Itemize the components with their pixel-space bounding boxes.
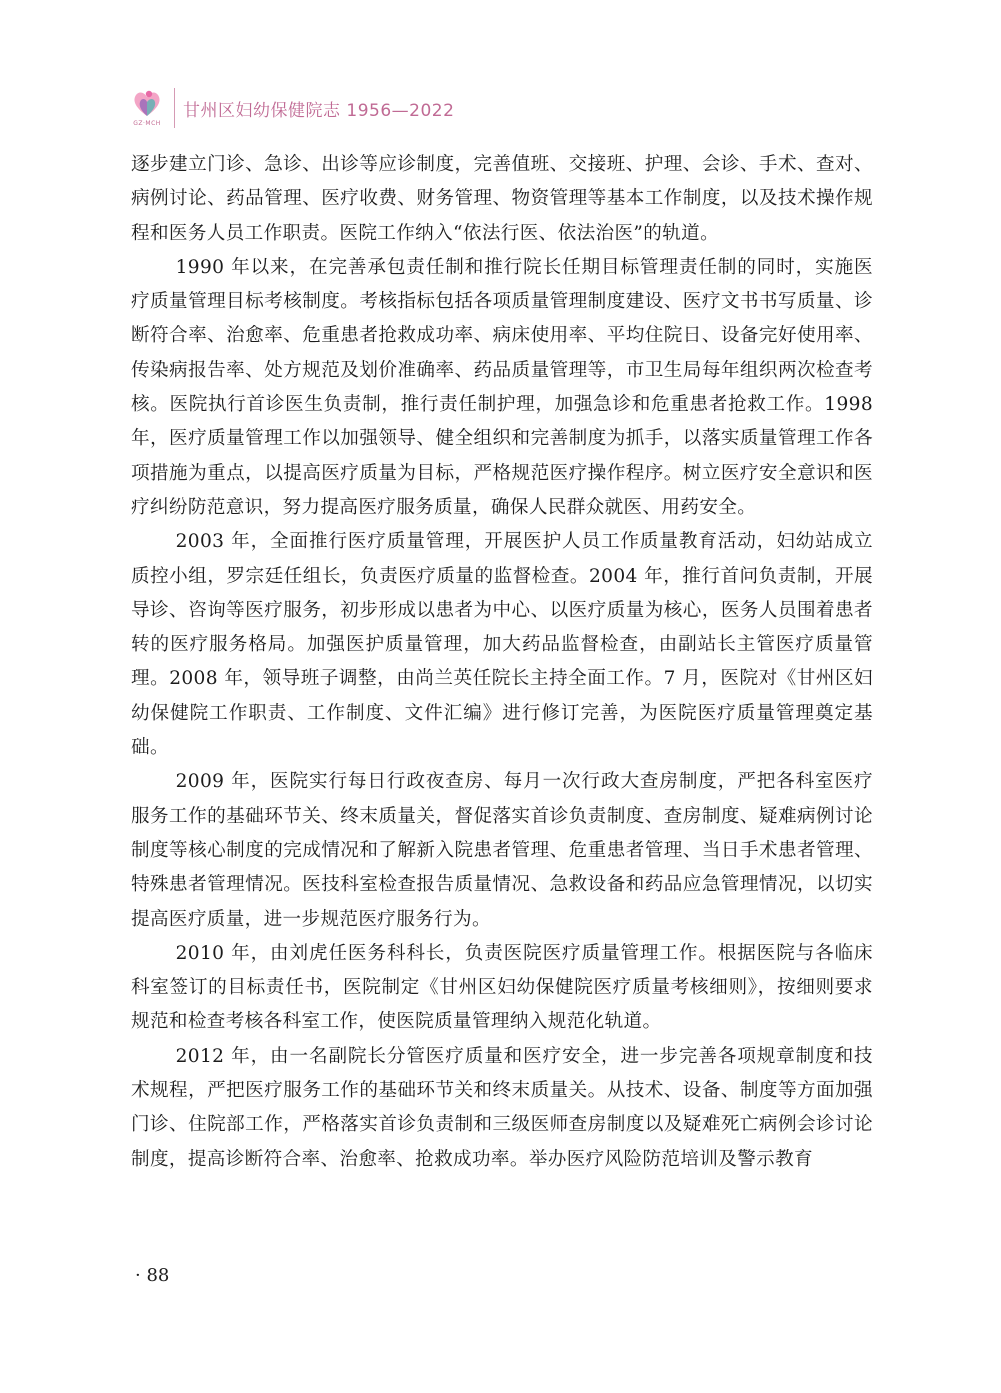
running-header [130,86,454,130]
paragraph-6: 2012 年，由一名副院长分管医疗质量和医疗安全，进一步完善各项规章制度和技术规程，严把医疗服务工作的基础环节关和终末质量关。从技术、设备、制度等方面加强门诊、住院部工作，严格落实首诊负责制和三级医师查房制度以及疑难死亡病例会诊讨论制度，提高诊断符合率、治愈率、抢救成功率。举办医疗风险防范培训及警示教育 [131,1045,873,1170]
page-number: · 88 [135,1265,170,1286]
paragraph-1: 逐步建立门诊、急诊、出诊等应诊制度，完善值班、交接班、护理、会诊、手术、查对、病例讨论、药品管理、医疗收费、财务管理、物资管理等基本工作制度，以及技术操作规程和医务人员工作职责。医院工作纳入“依法行医、依法治医”的轨道。 [131,154,873,244]
paragraph-5: 2010 年，由刘虎任医务科科长，负责医院医疗质量管理工作。根据医院与各临床科室签订的目标责任书，医院制定《甘州区妇幼保健院医疗质量考核细则》，按细则要求规范和检查考核各科室工作，使医院质量管理纳入规范化轨道。 [131,942,873,1033]
hospital-logo-icon [130,86,164,130]
header-divider [174,88,175,128]
logo-caption: GZ·MCH [133,120,161,127]
paragraph-2: 1990 年以来，在完善承包责任制和推行院长任期目标管理责任制的同时，实施医疗质量管理目标考核制度。考核指标包括各项质量管理制度建设、医疗文书书写质量、诊断符合率、治愈率、危重患者抢救成功率、病床使用率、平均住院日、设备完好使用率、传染病报告率、处方规范及划价准确率、药品质量管理等，市卫生局每年组织两次检查考核。医院执行首诊医生负责制，推行责任制护理，加强急诊和危重患者抢救工作。1998 年，医疗质量管理工作以加强领导、健全组织和完善制度为抓手，以落实质量管理工作各项措施为重点，以提高医疗质量为目标，严格规范医疗操作程序。树立医疗安全意识和医疗纠纷防范意识，努力提高医疗服务质量，确保人民群众就医、用药安全。 [131,256,873,518]
paragraph-3: 2003 年，全面推行医疗质量管理，开展医护人员工作质量教育活动，妇幼站成立质控小组，罗宗廷任组长，负责医疗质量的监督检查。2004 年，推行首问负责制，开展导诊、咨询等医疗服务，初步形成以患者为中心、以医疗质量为核心，医务人员围着患者转的医疗服务格局。加强医护质量管理，加大药品监督检查，由副站长主管医疗质量管理。2008 年，领导班子调整，由尚兰英任院长主持全面工作。7 月，医院对《甘州区妇幼保健院工作职责、工作制度、文件汇编》进行修订完善，为医院医疗质量管理奠定基础。 [131,531,873,759]
book-title: 甘州区妇幼保健院志 1956—2022 [183,100,455,121]
paragraph-4: 2009 年，医院实行每日行政夜查房、每月一次行政大查房制度，严把各科室医疗服务工作的基础环节关、终末质量关，督促落实首诊负责制度、查房制度、疑难病例讨论制度等核心制度的完成情况和了解新入院患者管理、危重患者管理、当日手术患者管理、特殊患者管理情况。医技科室检查报告质量情况、急救设备和药品应急管理情况，以切实提高医疗质量，进一步规范医疗服务行为。 [131,771,873,930]
body-text [131,148,873,1177]
